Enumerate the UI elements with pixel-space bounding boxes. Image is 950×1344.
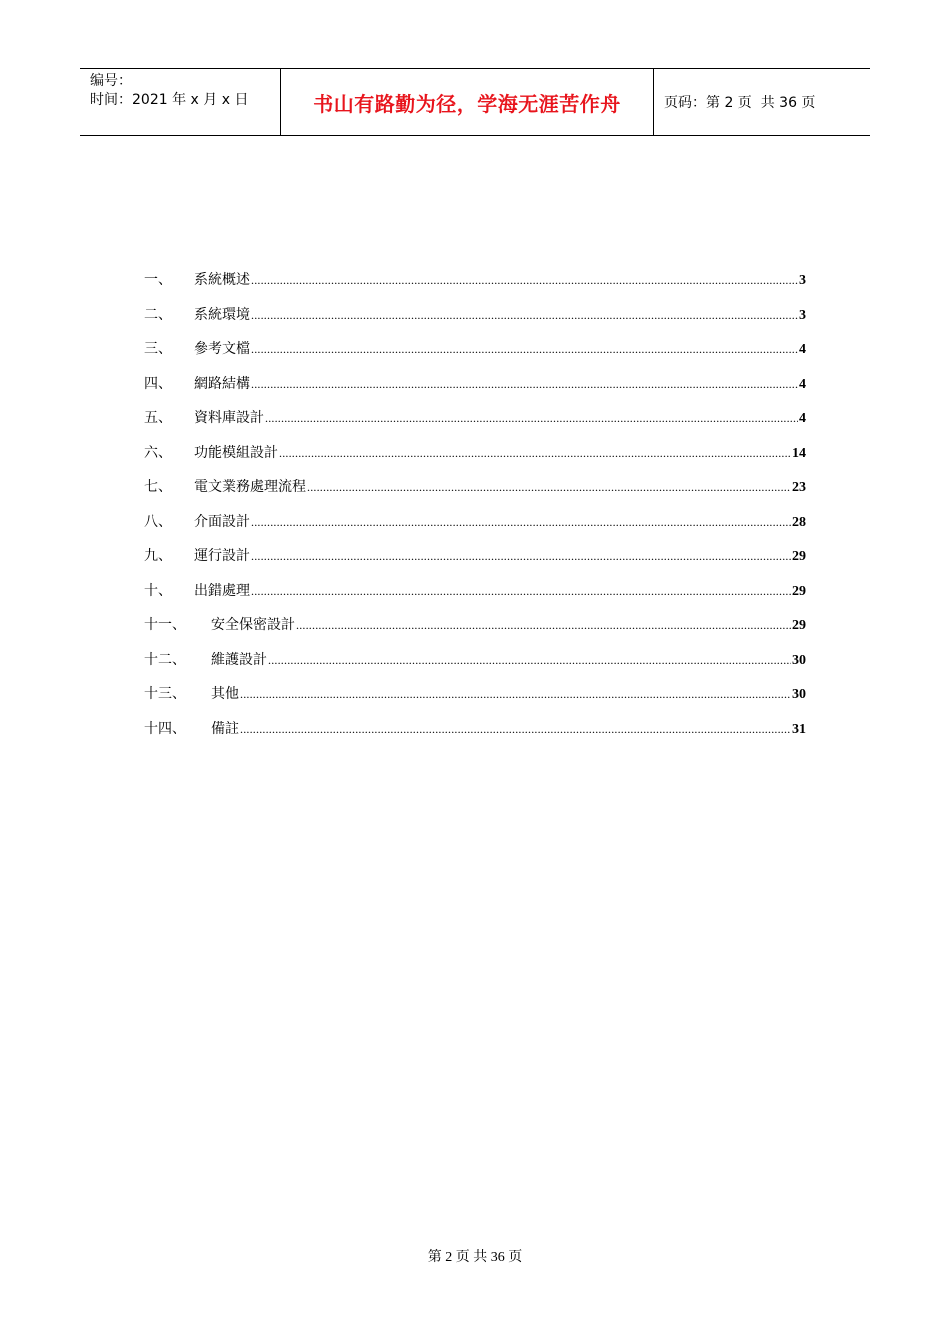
- toc-entry-title: 系統概述: [194, 272, 250, 288]
- toc-entry-title: 介面設計: [194, 513, 250, 530]
- toc-entry-number: 六、: [144, 444, 172, 461]
- table-of-contents: [144, 269, 806, 752]
- header-page-info: 页码：第 2 页 共 36 页: [664, 95, 816, 111]
- toc-dot-leader: [251, 549, 791, 564]
- toc-entry-page: 4: [799, 376, 806, 392]
- toc-entry-page: 30: [792, 652, 806, 668]
- toc-entry[interactable]: [144, 338, 806, 373]
- toc-entry-title: 出錯處理: [194, 582, 250, 599]
- toc-entry[interactable]: [144, 649, 806, 684]
- toc-dot-leader: [251, 273, 798, 288]
- toc-entry-page: 28: [792, 514, 806, 530]
- toc-entry-title: 網路結構: [194, 375, 250, 392]
- toc-entry-title: 資料庫設計: [194, 410, 264, 426]
- page-footer-number: 第 2 页 共 36 页: [427, 1250, 523, 1265]
- toc-dot-leader: [251, 342, 798, 357]
- toc-entry-page: 29: [792, 583, 806, 599]
- toc-entry[interactable]: [144, 476, 806, 511]
- toc-dot-leader: [251, 584, 791, 599]
- toc-entry[interactable]: [144, 580, 806, 615]
- toc-entry-page: 4: [799, 411, 806, 426]
- toc-entry[interactable]: [144, 545, 806, 580]
- toc-entry[interactable]: [144, 718, 806, 753]
- header-motto: 书山有路勤为径，学海无涯苦作舟: [281, 69, 654, 135]
- toc-entry-title: 其他: [211, 686, 239, 702]
- toc-dot-leader: [296, 618, 791, 633]
- toc-entry-number: 十二、: [144, 651, 186, 668]
- toc-entry[interactable]: [144, 442, 806, 477]
- toc-entry-page: 14: [792, 445, 806, 461]
- toc-entry[interactable]: [144, 373, 806, 408]
- toc-entry-number: 九、: [144, 548, 172, 564]
- toc-entry-page: 3: [799, 273, 806, 288]
- toc-entry[interactable]: [144, 407, 806, 442]
- page-header: [80, 68, 870, 136]
- toc-entry-number: 三、: [144, 341, 172, 357]
- header-meta-cell: [80, 69, 281, 135]
- toc-entry-number: 十、: [144, 582, 172, 599]
- toc-entry-page: 4: [799, 342, 806, 357]
- toc-entry-title: 備註: [211, 720, 239, 737]
- toc-dot-leader: [251, 515, 791, 530]
- toc-entry-page: 29: [792, 618, 806, 633]
- toc-dot-leader: [265, 411, 798, 426]
- toc-dot-leader: [251, 377, 798, 392]
- toc-entry-number: 十一、: [144, 617, 186, 633]
- toc-dot-leader: [240, 722, 791, 737]
- toc-entry-number: 四、: [144, 375, 172, 392]
- toc-entry-page: 29: [792, 549, 806, 564]
- toc-entry-number: 一、: [144, 272, 172, 288]
- toc-entry[interactable]: [144, 269, 806, 304]
- toc-dot-leader: [307, 480, 791, 495]
- toc-entry[interactable]: [144, 304, 806, 339]
- toc-entry-title: 功能模組設計: [194, 444, 278, 461]
- toc-entry-title: 電文業務處理流程: [194, 479, 306, 495]
- toc-entry-title: 安全保密設計: [211, 617, 295, 633]
- toc-entry-page: 23: [792, 480, 806, 495]
- document-date-label: 时间：2021 年 x 月 x 日: [90, 92, 249, 108]
- toc-entry-page: 3: [799, 307, 806, 323]
- toc-entry-number: 七、: [144, 479, 172, 495]
- toc-entry-number: 十四、: [144, 720, 186, 737]
- toc-entry-title: 運行設計: [194, 548, 250, 564]
- toc-entry-number: 八、: [144, 513, 172, 530]
- toc-entry[interactable]: [144, 614, 806, 649]
- toc-dot-leader: [240, 687, 791, 702]
- toc-entry[interactable]: [144, 683, 806, 718]
- toc-entry[interactable]: [144, 511, 806, 546]
- toc-entry-title: 系統環境: [194, 306, 250, 323]
- toc-dot-leader: [268, 653, 791, 668]
- toc-entry-number: 十三、: [144, 686, 186, 702]
- toc-entry-title: 參考文檔: [194, 341, 250, 357]
- toc-dot-leader: [279, 446, 791, 461]
- toc-dot-leader: [251, 308, 798, 323]
- toc-entry-page: 30: [792, 687, 806, 702]
- document-number-label: 编号：: [90, 73, 132, 89]
- toc-entry-number: 二、: [144, 306, 172, 323]
- toc-entry-page: 31: [792, 721, 806, 737]
- toc-entry-number: 五、: [144, 410, 172, 426]
- toc-entry-title: 維護設計: [211, 651, 267, 668]
